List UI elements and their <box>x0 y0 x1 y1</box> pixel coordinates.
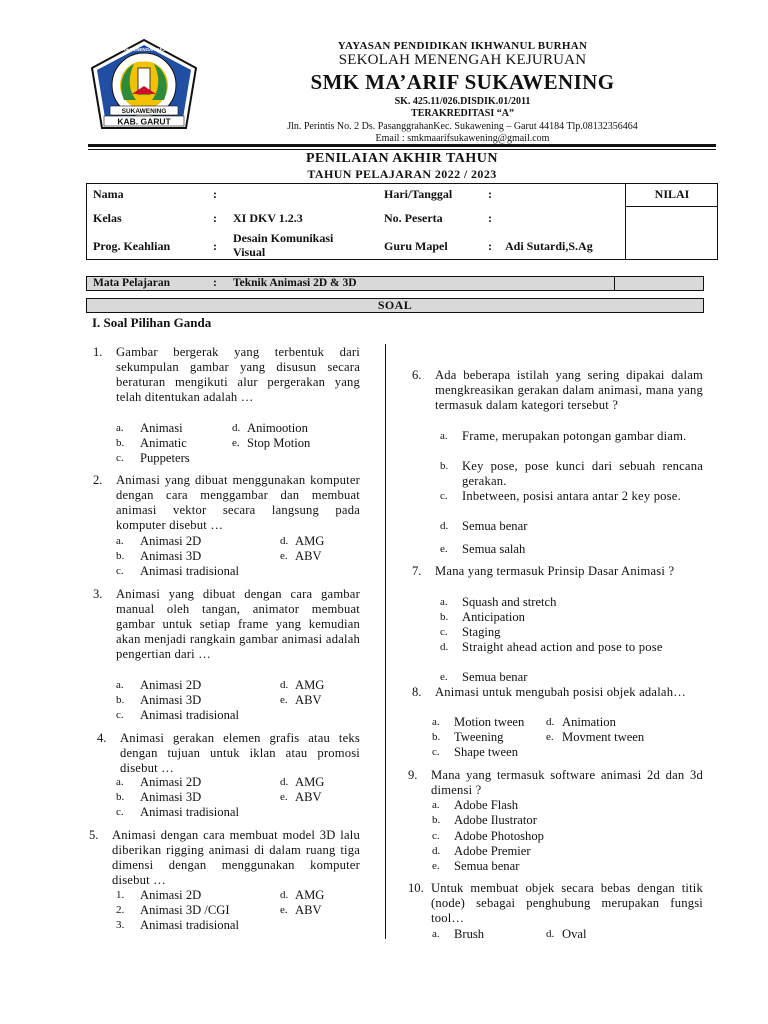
question-number: 1. <box>93 345 103 359</box>
program-value-line2: Visual <box>233 245 266 259</box>
option-letter: a. <box>432 716 440 728</box>
question-text: Mana yang termasuk Prinsip Dasar Animasi ? <box>435 564 675 578</box>
option-letter: e. <box>232 437 240 449</box>
option-text: AMG <box>295 888 325 902</box>
option-text: AMG <box>295 775 325 789</box>
soal-heading: SOAL <box>86 298 704 313</box>
logo-ring-text: SEKOLAH MENENGAH KEJURUAN <box>107 47 181 52</box>
question-text: Mana yang termasuk software animasi 2d dan 3d dimensi ? <box>431 768 703 797</box>
day-label: Hari/Tanggal <box>384 187 453 201</box>
option-letter: a. <box>432 928 440 940</box>
foundation-name: YAYASAN PENDIDIKAN IKHWANUL BURHAN <box>337 40 588 52</box>
option-text: Animasi 3D <box>140 790 202 804</box>
day-colon: : <box>488 187 492 201</box>
option-text: ABV <box>295 790 322 804</box>
question-number: 5. <box>89 828 99 842</box>
option-text: Animasi 2D <box>140 534 202 548</box>
question-text: Animasi yang dibuat menggunakan komputer dengan cara menggambar dan membuat animasi vektor secara langsung pada komputer disebut … <box>116 473 360 532</box>
option-text: Adobe Premier <box>454 844 531 858</box>
accreditation: TERAKREDITASI “A” <box>411 108 514 119</box>
option-letter: a. <box>116 422 124 434</box>
option-letter: c. <box>116 709 124 721</box>
exam-title: PENILAIAN AKHIR TAHUN <box>305 151 498 166</box>
option-text: Animasi tradisional <box>140 918 239 932</box>
option-letter: d. <box>440 641 449 653</box>
option-text: Animasi <box>140 421 183 435</box>
class-colon: : <box>213 211 217 225</box>
option-text: Shape tween <box>454 745 518 759</box>
subject-bar-divider <box>614 276 615 291</box>
question-number: 8. <box>412 685 422 699</box>
option-text: ABV <box>295 693 322 707</box>
option-letter: a. <box>432 799 440 811</box>
option-text: Animasi tradisional <box>140 564 239 578</box>
option-letter: e. <box>546 731 554 743</box>
option-text: Adobe Ilustrator <box>454 813 537 827</box>
teacher-colon: : <box>488 239 492 253</box>
option-letter: e. <box>280 791 288 803</box>
option-text: Squash and stretch <box>462 595 557 609</box>
question-number: 2. <box>93 473 103 487</box>
question-number: 10. <box>408 881 424 895</box>
school-type: SEKOLAH MENENGAH KEJURUAN <box>338 52 587 68</box>
option-letter: a. <box>440 596 448 608</box>
option-text: Brush <box>454 927 485 941</box>
option-text: Animasi 3D /CGI <box>140 903 230 917</box>
option-letter: c. <box>440 490 448 502</box>
option-text: Frame, merupakan potongan gambar diam. <box>462 429 687 443</box>
program-value-line1: Desain Komunikasi <box>233 231 334 245</box>
name-colon: : <box>213 187 217 201</box>
question-number: 3. <box>93 587 103 601</box>
option-text: Animasi 2D <box>140 888 202 902</box>
option-text: Adobe Photoshop <box>454 829 544 843</box>
option-letter: c. <box>432 746 440 758</box>
option-letter: b. <box>440 611 449 623</box>
option-text: Animatic <box>140 436 187 450</box>
option-text: ABV <box>295 903 322 917</box>
option-text: Oval <box>562 927 587 941</box>
question-number: 4. <box>97 731 107 745</box>
logo-town-text: SUKAWENING <box>121 108 167 115</box>
option-letter: a. <box>116 679 124 691</box>
option-text: Animasi 3D <box>140 549 202 563</box>
option-text: Anticipation <box>462 610 525 624</box>
option-text: Animasi tradisional <box>140 805 239 819</box>
option-letter: d. <box>232 422 241 434</box>
question-text: Animasi dengan cara membuat model 3D lalu diberikan rigging animasi di dalam ruang tiga dimensi dengan menggunakan komputer disebut … <box>112 828 360 887</box>
option-letter: e. <box>280 904 288 916</box>
score-header-divider <box>625 206 718 207</box>
option-letter: e. <box>440 671 448 683</box>
school-email: Email : smkmaarifsukawening@gmail.com <box>375 133 550 144</box>
option-letter: c. <box>440 626 448 638</box>
option-letter: b. <box>440 460 449 472</box>
option-text: Animation <box>562 715 616 729</box>
option-text: Inbetween, posisi antara antar 2 key pose. <box>462 489 681 503</box>
option-text: Semua benar <box>462 670 528 684</box>
question-text: Gambar bergerak yang terbentuk dari sekumpulan gambar yang disusun secara beraturan mengikuti alur pergerakan yang telah ditentukan adalah … <box>116 345 360 404</box>
question-number: 9. <box>408 768 418 782</box>
participant-label: No. Peserta <box>384 211 443 225</box>
program-label: Prog. Keahlian <box>93 239 171 253</box>
column-separator <box>385 344 386 939</box>
option-letter: b. <box>116 437 125 449</box>
option-letter: d. <box>546 716 555 728</box>
header-divider-thin <box>88 149 716 150</box>
option-text: Animasi 2D <box>140 775 202 789</box>
option-text: Key pose, pose kunci dari sebuah rencana gerakan. <box>462 459 703 488</box>
option-letter: a. <box>440 430 448 442</box>
score-label: NILAI <box>654 187 690 201</box>
class-value: XI DKV 1.2.3 <box>233 211 303 225</box>
option-text: Stop Motion <box>247 436 311 450</box>
option-letter: 3. <box>116 919 125 931</box>
option-text: Semua benar <box>462 519 528 533</box>
class-label: Kelas <box>93 211 122 225</box>
option-text: Semua benar <box>454 859 520 873</box>
question-text: Untuk membuat objek secara bebas dengan titik (node) sebagai penghubung merupakan fungsi tool… <box>431 881 703 925</box>
option-letter: e. <box>280 694 288 706</box>
option-text: Animootion <box>247 421 308 435</box>
option-text: AMG <box>295 678 325 692</box>
option-letter: b. <box>116 694 125 706</box>
option-text: Puppeters <box>140 451 190 465</box>
option-text: Staging <box>462 625 501 639</box>
logo-region-text: KAB. GARUT <box>117 116 171 127</box>
option-letter: c. <box>116 806 124 818</box>
subject-colon: : <box>213 277 217 289</box>
school-logo <box>88 38 200 136</box>
teacher-label: Guru Mapel <box>384 239 448 253</box>
question-number: 7. <box>412 564 422 578</box>
option-text: Animasi tradisional <box>140 708 239 722</box>
header-divider-thick <box>88 144 716 147</box>
option-letter: a. <box>116 535 124 547</box>
option-letter: d. <box>432 845 441 857</box>
option-letter: d. <box>280 535 289 547</box>
name-label: Nama <box>93 187 124 201</box>
teacher-value: Adi Sutardi,S.Ag <box>505 239 593 253</box>
subject-bar <box>86 276 704 291</box>
subject-label: Mata Pelajaran <box>93 277 170 289</box>
option-letter: e. <box>432 860 440 872</box>
question-text: Animasi untuk mengubah posisi objek adalah… <box>435 685 686 699</box>
option-text: Adobe Flash <box>454 798 519 812</box>
sk-number: SK. 425.11/026.DISDIK.01/2011 <box>394 96 531 107</box>
question-text: Animasi gerakan elemen grafis atau teks dengan tujuan untuk iklan atau promosi disebut … <box>120 731 360 775</box>
participant-colon: : <box>488 211 492 225</box>
option-letter: 2. <box>116 904 125 916</box>
option-text: Motion tween <box>454 715 525 729</box>
option-letter: c. <box>116 452 124 464</box>
option-letter: b. <box>116 550 125 562</box>
exam-year: TAHUN PELAJARAN 2022 / 2023 <box>307 167 497 181</box>
question-number: 6. <box>412 368 422 382</box>
school-name: SMK MA’ARIF SUKAWENING <box>310 70 615 94</box>
option-letter: d. <box>280 679 289 691</box>
option-text: Straight ahead action and pose to pose <box>462 640 663 654</box>
option-text: AMG <box>295 534 325 548</box>
logo-inner-text: SMK MA'ARIF <box>127 58 161 64</box>
option-letter: b. <box>116 791 125 803</box>
option-letter: d. <box>280 776 289 788</box>
option-letter: e. <box>440 543 448 555</box>
program-colon: : <box>213 239 217 253</box>
option-letter: b. <box>432 731 441 743</box>
school-address: Jln. Perintis No. 2 Ds. PasanggrahanKec. Sukawening – Garut 44184 Tlp.08132356464 <box>287 121 638 132</box>
option-letter: d. <box>440 520 449 532</box>
option-letter: c. <box>432 830 440 842</box>
option-letter: b. <box>432 814 441 826</box>
option-text: Movment tween <box>562 730 645 744</box>
option-letter: a. <box>116 776 124 788</box>
option-letter: c. <box>116 565 124 577</box>
option-text: Animasi 2D <box>140 678 202 692</box>
option-letter: d. <box>280 889 289 901</box>
option-text: Semua salah <box>462 542 526 556</box>
option-text: Tweening <box>454 730 504 744</box>
option-text: ABV <box>295 549 322 563</box>
subject-value: Teknik Animasi 2D & 3D <box>233 277 357 289</box>
question-text: Ada beberapa istilah yang sering dipakai dalam mengkreasikan gerakan dalam animasi, mana yang termasuk dalam kategori tersebut ? <box>435 368 703 412</box>
option-letter: 1. <box>116 889 125 901</box>
question-text: Animasi yang dibuat dengan cara gambar manual oleh tangan, animator membuat gambar untuk setiap frame yang kemudian akan menjadi rangkain gambar animasi adalah pengertian dari … <box>116 587 360 661</box>
option-letter: e. <box>280 550 288 562</box>
section-heading: I. Soal Pilihan Ganda <box>92 315 212 330</box>
option-text: Animasi 3D <box>140 693 202 707</box>
option-letter: d. <box>546 928 555 940</box>
